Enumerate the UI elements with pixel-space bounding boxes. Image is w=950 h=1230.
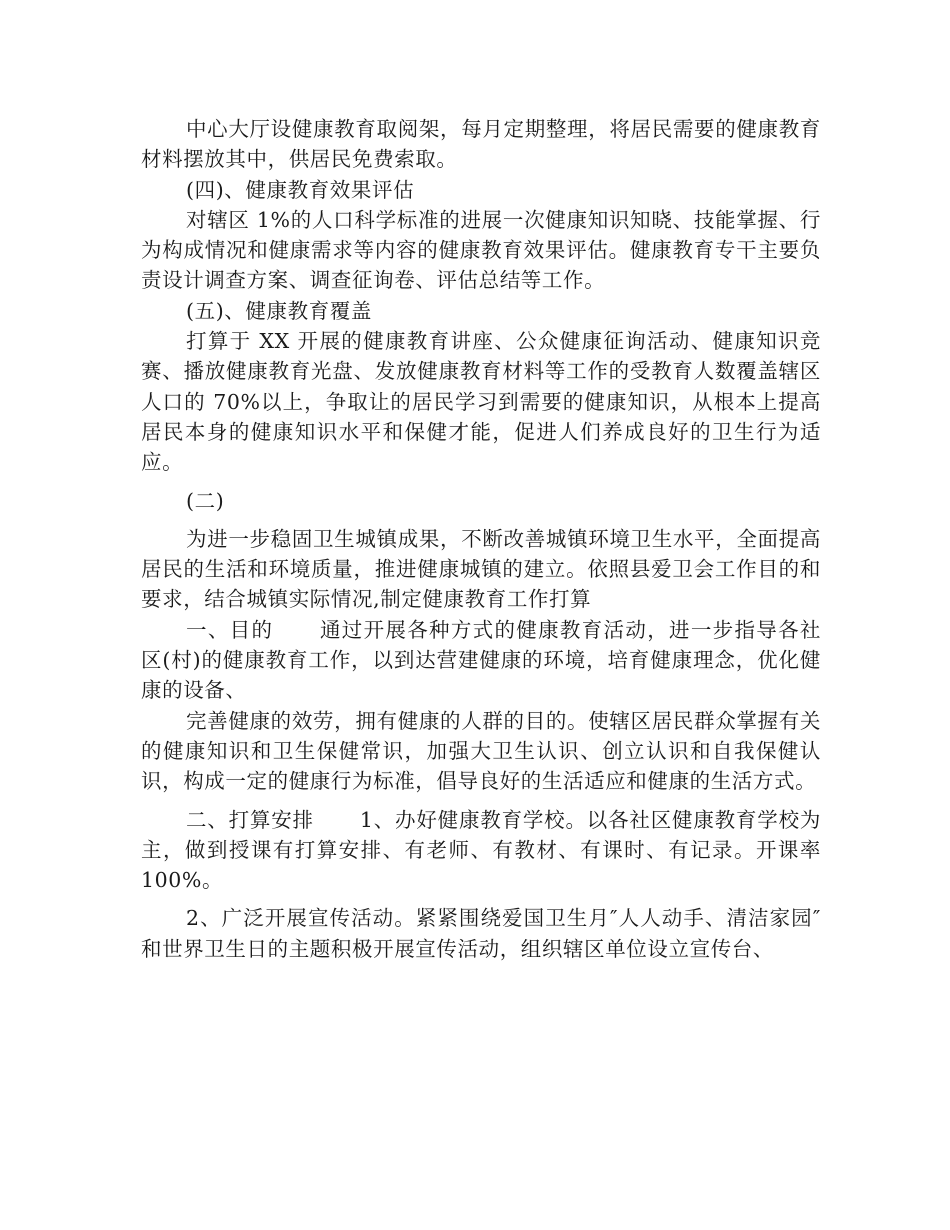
heading-coverage: (五)、健康教育覆盖 [186,298,372,323]
paragraph-purpose-continued: 完善健康的效劳，拥有健康的人群的目的。使辖区居民群众掌握有关的健康知识和卫生保健常识，加强大卫生认识、创立认识和自我保健认识，构成一定的健康行为标准，倡导良好的生活适应和健康的生活方式。 [141,708,821,794]
plan-label: 二、打算安排 [186,807,314,832]
paragraph-purpose [141,615,821,706]
paragraph-reading-rack: 中心大厅设健康教育取阅架，每月定期整理，将居民需要的健康教育材料摆放其中，供居民免费索取。 [141,117,821,172]
purpose-label: 一、目的 [186,617,274,642]
heading-section-two: (二) [186,488,225,513]
paragraph-plan [141,805,821,896]
purpose-text: 通过开展各种方式的健康教育活动，进一步指导各社区(村)的健康教育工作，以到达营建健康的环境，培育健康理念，优化健康的设备、 [141,617,821,703]
heading-evaluation: (四)、健康教育效果评估 [186,177,415,202]
paragraph-coverage: 打算于 XX 开展的健康教育讲座、公众健康征询活动、健康知识竞赛、播放健康教育光盘、发放健康教育材料等工作的受教育人数覆盖辖区人口的 70%以上，争取让的居民学习到需要的健康知识，从根本上提高居民本身的健康知识水平和保健才能，促进人们养成良好的卫生行为适应。 [141,329,821,475]
document-body [141,114,821,964]
paragraph-publicity: 2、广泛开展宣传活动。紧紧围绕爱国卫生月″人人动手、清洁家园″和世界卫生日的主题积极开展宣传活动，组织辖区单位设立宣传台、 [141,906,821,961]
paragraph-intro: 为进一步稳固卫生城镇成果，不断改善城镇环境卫生水平，全面提高居民的生活和环境质量，推进健康城镇的建立。依照县爱卫会工作目的和要求，结合城镇实际情况,制定健康教育工作打算 [141,526,821,612]
paragraph-evaluation: 对辖区 1%的人口科学标准的进展一次健康知识知晓、技能掌握、行为构成情况和健康需求等内容的健康教育效果评估。健康教育专干主要负责设计调查方案、调查征询卷、评估总结等工作。 [141,207,821,293]
plan-text: 1、办好健康教育学校。以各社区健康教育学校为主，做到授课有打算安排、有老师、有教材、有课时、有记录。开课率 100%。 [141,807,821,893]
